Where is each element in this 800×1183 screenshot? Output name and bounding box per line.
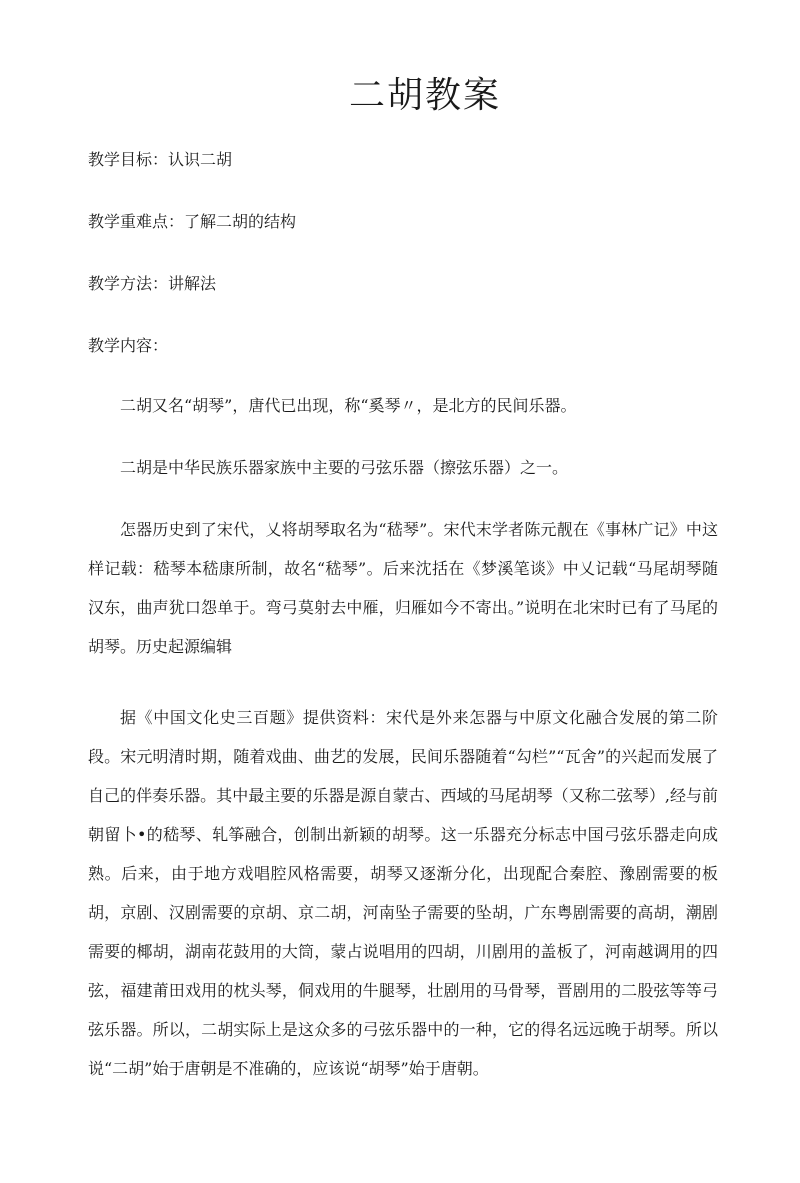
teaching-objective: 教学目标：认识二胡 — [88, 150, 233, 169]
paragraph-classification: 二胡是中华民族乐器家族中主要的弓弦乐器（擦弦乐器）之一。 — [120, 458, 569, 477]
paragraph-origin: 二胡又名“胡琴”，唐代已出现，称“奚琴〃，是北方的民间乐器。 — [120, 396, 577, 415]
paragraph-historical-development: 据《中国文化史三百题》提供资料：宋代是外来怎器与中原文化融合发展的第二阶段。宋元明清时期，随着戏曲、曲艺的发展，民间乐器随着“勾栏”“瓦舍”的兴起而发展了自己的伴奏乐器。其中最主要的乐器是源自蒙古、西域的马尾胡琴（又称二弦琴）,经与前朝留卜•的嵇琴、轧筝融合，创制出新颖的胡琴。这一乐器充分标志中国弓弦乐器走向成熟。后来，由于地方戏唱腔风格需要，胡琴又逐渐分化，出现配合秦腔、豫剧需要的板胡，京剧、汉剧需要的京胡、京二胡，河南坠子需要的坠胡，广东粤剧需要的高胡，潮剧需要的椰胡，湖南花鼓用的大筒，蒙占说唱用的四胡，川剧用的盖板了，河南越调用的四弦，福建莆田戏用的枕头琴，侗戏用的牛腿琴，壮剧用的马骨琴，晋剧用的二股弦等等弓弦乐器。所以，二胡实际上是这众多的弓弦乐器中的一种，它的得名远远晚于胡琴。所以说“二胡”始于唐朝是不准确的，应该说“胡琴”始于唐朝。 — [88, 708, 718, 1078]
document-title: 二胡教案 — [348, 75, 501, 116]
teaching-content-label: 教学内容： — [88, 336, 169, 355]
teaching-method: 教学方法：讲解法 — [88, 274, 217, 293]
teaching-key-points: 教学重难点：了解二胡的结构 — [88, 212, 297, 231]
paragraph-song-dynasty: 怎器历史到了宋代，乂将胡琴取名为“嵇琴”。宋代末学者陈元靓在《事林广记》中这样记载：嵇琴本嵇康所制，故名“嵇琴”。后来沈括在《梦溪笔谈》中乂记载“马尾胡琴随汉东，曲声犹口怨单于。弯弓莫射去中雁，归雁如今不寄出。”说明在北宋时已有了马尾的胡琴。历史起源编辑 — [88, 520, 718, 656]
